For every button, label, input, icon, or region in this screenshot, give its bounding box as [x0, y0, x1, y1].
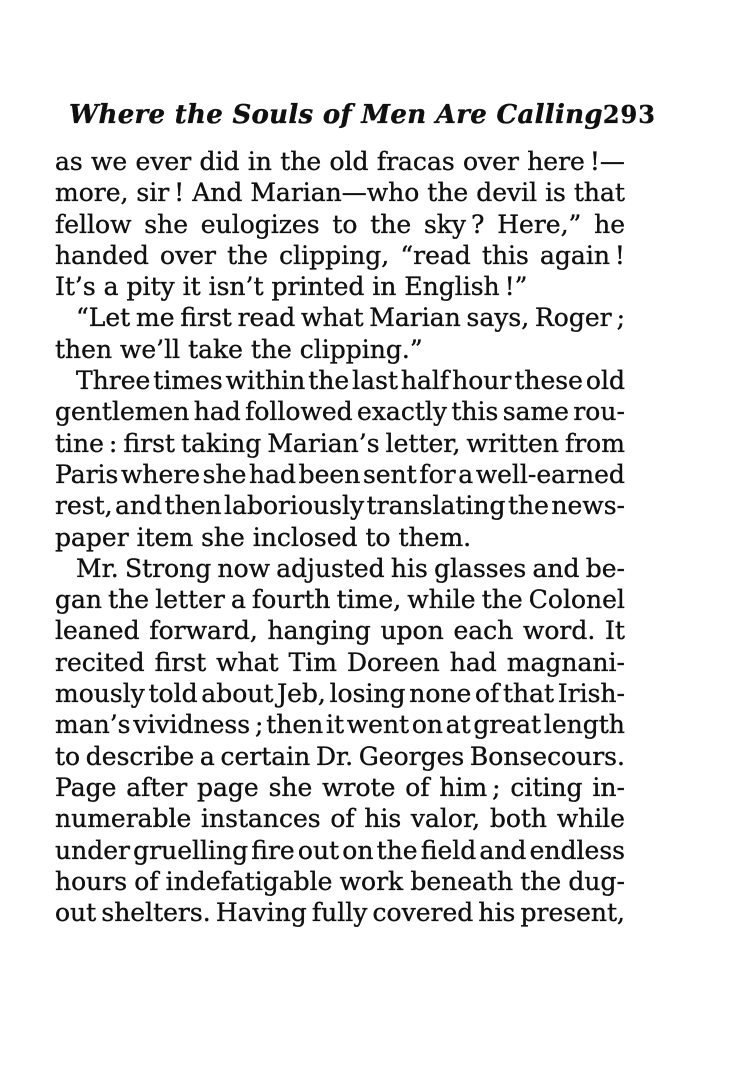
- text-line: out shelters. Having fully covered his present,: [55, 898, 625, 928]
- text-line: leaned forward, hanging upon each word. It: [55, 616, 625, 646]
- text-line: man’s vividness ; then it went on at great length: [55, 710, 625, 740]
- text-line: hours of indefatigable work beneath the dug-: [55, 866, 625, 896]
- text-line: tine : first taking Marian’s letter, written from: [55, 428, 625, 458]
- text-line: paper item she inclosed to them.: [55, 522, 472, 552]
- text-line: It’s a pity it isn’t printed in English !”: [55, 272, 528, 302]
- page-number: 293: [602, 100, 656, 129]
- text-line: more, sir ! And Marian—who the devil is that: [55, 178, 625, 208]
- text-line: gan the letter a fourth time, while the Colonel: [55, 585, 625, 615]
- text-line: Page after page she wrote of him ; citing in-: [55, 772, 625, 802]
- text-line: rest, and then laboriously translating the news-: [55, 491, 625, 521]
- text-line: to describe a certain Dr. Georges Bonsecours.: [55, 741, 625, 771]
- running-head: [55, 100, 656, 130]
- text-line: gentlemen had followed exactly this same rou-: [55, 397, 625, 427]
- text-line: Three times within the last half hour these old: [76, 366, 625, 396]
- text-line: as we ever did in the old fracas over here !—: [55, 147, 625, 176]
- text-line: Paris where she had been sent for a well-earned: [55, 459, 625, 489]
- text-line: recited first what Tim Doreen had magnani-: [55, 647, 625, 677]
- text-line: fellow she eulogizes to the sky ? Here,” he: [55, 209, 625, 239]
- text-line: mously told about Jeb, losing none of that Irish-: [55, 679, 625, 709]
- text-line: “Let me first read what Marian says, Roger ;: [76, 303, 625, 333]
- text-line: Mr. Strong now adjusted his glasses and be-: [76, 553, 625, 583]
- text-line: handed over the clipping, “read this again !: [55, 240, 625, 270]
- text-column: [55, 146, 625, 928]
- text-line: under gruelling fire out on the field and endless: [55, 835, 625, 865]
- running-head-title: Where the Souls of Men Are Calling: [69, 100, 603, 130]
- text-line: then we’ll take the clipping.”: [55, 334, 423, 364]
- text-line: numerable instances of his valor, both while: [55, 804, 625, 834]
